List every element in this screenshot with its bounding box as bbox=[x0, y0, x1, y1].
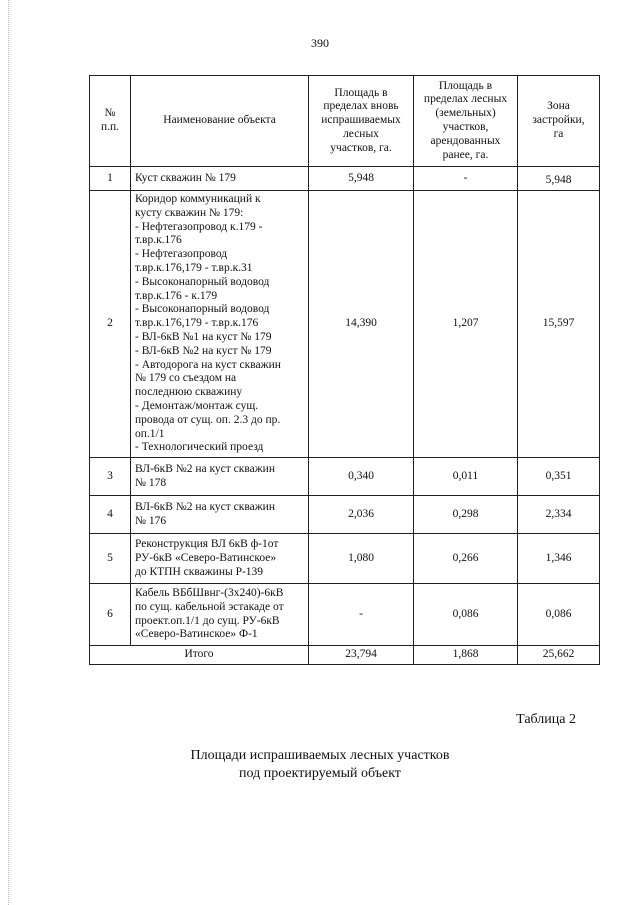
row-object-name: Коридор коммуникаций к кусту скважин № 179: - Нефтегазопровод к.179 - т.вр.к.176 - Нефтегазопровод т.вр.к.176,179 - т.вр.к.31 - Высоконапорный водовод т.вр.к.176 - к.179 - Высоконапорный водовод т.вр.к.176,179 - т.вр.к.176 - ВЛ-6кВ №1 на куст № 179 - ВЛ-6кВ №2 на куст № 179 - Автодорога на куст скважин № 179 со съездом на последнюю скважину - Демонтаж/монтаж сущ. провода от сущ. оп. 2.3 до пр. оп.1/1 - Технологический проезд bbox=[131, 191, 309, 458]
row-number: 6 bbox=[90, 584, 131, 646]
row-leased-area: 0,086 bbox=[414, 584, 518, 646]
row-leased-area: - bbox=[414, 167, 518, 191]
row-build-zone: 2,334 bbox=[518, 496, 600, 534]
row-build-zone: 15,597 bbox=[518, 191, 600, 458]
table-row bbox=[90, 167, 600, 191]
total-leased-area: 1,868 bbox=[414, 646, 518, 665]
total-new-area: 23,794 bbox=[309, 646, 414, 665]
row-new-area: 2,036 bbox=[309, 496, 414, 534]
table-row bbox=[90, 496, 600, 534]
row-number: 5 bbox=[90, 534, 131, 584]
row-new-area: - bbox=[309, 584, 414, 646]
row-new-area: 14,390 bbox=[309, 191, 414, 458]
table-caption: Таблица 2 bbox=[516, 712, 576, 727]
row-object-name: ВЛ-6кВ №2 на куст скважин № 178 bbox=[131, 458, 309, 496]
header-new-area: Площадь в пределах вновь испрашиваемых лесных участков, га. bbox=[309, 76, 414, 167]
row-object-name: ВЛ-6кВ №2 на куст скважин № 176 bbox=[131, 496, 309, 534]
table-row bbox=[90, 534, 600, 584]
row-build-zone: 0,086 bbox=[518, 584, 600, 646]
header-build-zone: Зона застройки, га bbox=[518, 76, 600, 167]
row-object-name: Куст скважин № 179 bbox=[131, 167, 309, 191]
total-label: Итого bbox=[90, 646, 309, 665]
row-object-name: Кабель ВБбШвнг-(3х240)-6кВ по сущ. кабельной эстакаде от проект.оп.1/1 до сущ. РУ-6кВ «Северо-Ватинское» Ф-1 bbox=[131, 584, 309, 646]
row-number: 4 bbox=[90, 496, 131, 534]
total-row bbox=[90, 646, 600, 665]
row-leased-area: 0,266 bbox=[414, 534, 518, 584]
title-line-2: под проектируемый объект bbox=[239, 766, 401, 782]
row-leased-area: 0,298 bbox=[414, 496, 518, 534]
header-number: № п.п. bbox=[90, 76, 131, 167]
page-number: 390 bbox=[311, 36, 329, 50]
header-row bbox=[90, 76, 600, 167]
row-build-zone: 1,346 bbox=[518, 534, 600, 584]
table-row bbox=[90, 191, 600, 458]
row-build-zone: 0,351 bbox=[518, 458, 600, 496]
forest-areas-table bbox=[89, 75, 600, 665]
document-title bbox=[0, 747, 640, 783]
row-new-area: 1,080 bbox=[309, 534, 414, 584]
row-new-area: 0,340 bbox=[309, 458, 414, 496]
title-line-1: Площади испрашиваемых лесных участков bbox=[190, 748, 450, 763]
row-number: 1 bbox=[90, 167, 131, 191]
row-number: 2 bbox=[90, 191, 131, 458]
table-row bbox=[90, 584, 600, 646]
row-object-name: Реконструкция ВЛ 6кВ ф-1от РУ-6кВ «Северо-Ватинское» до КТПН скважины Р-139 bbox=[131, 534, 309, 584]
row-new-area: 5,948 bbox=[309, 167, 414, 191]
row-leased-area: 1,207 bbox=[414, 191, 518, 458]
header-leased-area: Площадь в пределах лесных (земельных) участков, арендованных ранее, га. bbox=[414, 76, 518, 167]
row-leased-area: 0,011 bbox=[414, 458, 518, 496]
row-number: 3 bbox=[90, 458, 131, 496]
header-object-name: Наименование объекта bbox=[131, 76, 309, 167]
total-build-zone: 25,662 bbox=[518, 646, 600, 665]
row-build-zone: 5,948 bbox=[518, 167, 600, 191]
table-row bbox=[90, 458, 600, 496]
